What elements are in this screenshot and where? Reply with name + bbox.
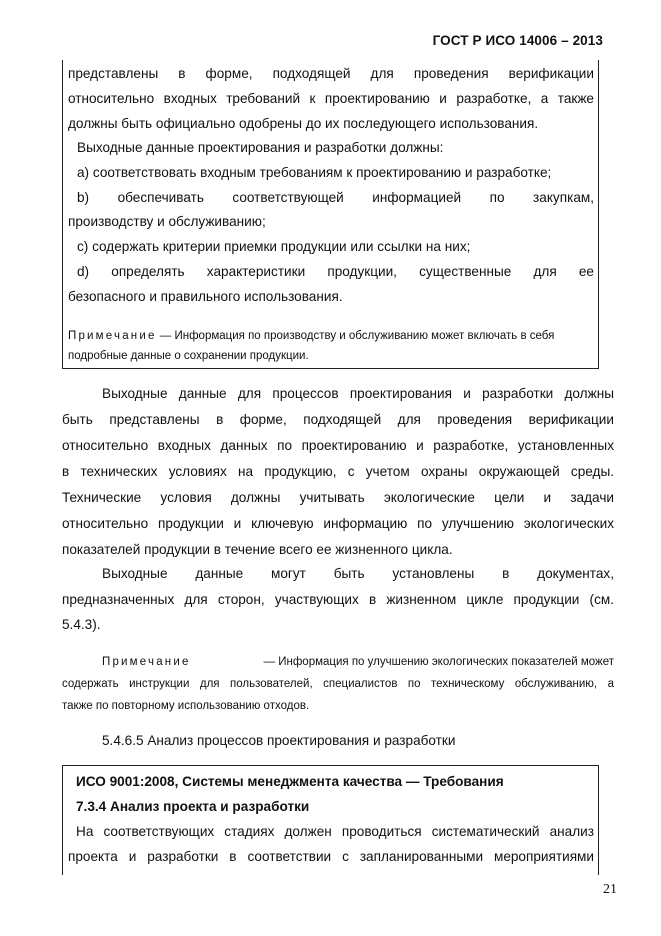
box1-list-item-b: b) обеспечивать соответствующей информацией по закупкам, <box>77 190 594 205</box>
box1-note <box>68 330 554 342</box>
note-label: Примечание <box>102 656 191 668</box>
section-heading: 5.4.6.5 Анализ процессов проектирования и разработки <box>102 733 456 748</box>
box1-line: представлены в форме, подходящей для проведения верификации <box>68 66 594 81</box>
box1-line: безопасного и правильного использования. <box>68 289 343 304</box>
paragraph-line: показателей продукции в течение всего ее жизненного цикла. <box>62 542 453 557</box>
box1-note-line2: подробные данные о сохранении продукции. <box>68 350 309 362</box>
box2-title: ИСО 9001:2008, Системы менеджмента качества — Требования <box>76 774 504 789</box>
box1-line: Выходные данные проектирования и разработки должны: <box>77 140 444 155</box>
box1-list-item-c: c) содержать критерии приемки продукции или ссылки на них; <box>77 239 471 254</box>
paragraph-line: относительно продукции и ключевую информацию по улучшению экологических <box>62 516 614 531</box>
paragraph-line: Выходные данные для процессов проектирования и разработки должны <box>102 386 614 401</box>
box2-line: На соответствующих стадиях должен проводиться систематический анализ <box>76 824 594 839</box>
box1-line: относительно входных требований к проектированию и разработке, а также <box>68 91 594 106</box>
paragraph-line: Технические условия должны учитывать экологические цели и задачи <box>62 490 614 505</box>
page-number: 21 <box>603 882 617 897</box>
box1-list-item-d: d) определять характеристики продукции, существенные для ее <box>77 264 594 279</box>
document-header: ГОСТ Р ИСО 14006 – 2013 <box>432 33 603 48</box>
note-label: Примечание <box>68 330 157 342</box>
box1-line: должны быть официально одобрены до их последующего использования. <box>68 116 539 131</box>
box1-list-item-a: a) соответствовать входным требованиям к проектированию и разработке; <box>77 165 552 180</box>
note-text: — Информация по улучшению экологических показателей может <box>263 656 614 668</box>
box2-line: проекта и разработки в соответствии с запланированными мероприятиями <box>68 849 594 864</box>
paragraph-line: 5.4.3). <box>62 617 101 632</box>
body-note-line2: содержать инструкции для пользователей, специалистов по техническому обслуживанию, а <box>62 678 614 690</box>
body-note <box>102 656 614 668</box>
box2-subtitle: 7.3.4 Анализ проекта и разработки <box>76 799 310 814</box>
paragraph-line: в технических условиях на продукцию, с учетом охраны окружающей среды. <box>62 464 614 479</box>
body-note-line3: также по повторному использованию отходов. <box>62 700 310 712</box>
paragraph-line: быть представлены в форме, подходящей для проведения верификации <box>62 412 614 427</box>
note-text: — Информация по производству и обслуживанию может включать в себя <box>159 330 555 342</box>
box1-line: производству и обслуживанию; <box>68 214 266 229</box>
paragraph-line: Выходные данные могут быть установлены в документах, <box>102 566 614 581</box>
paragraph-line: предназначенных для сторон, участвующих в жизненном цикле продукции (см. <box>62 592 614 607</box>
paragraph-line: относительно входных данных по проектированию и разработке, установленных <box>62 438 614 453</box>
iso-quote-box-bottom <box>62 765 599 875</box>
iso-quote-box-top <box>62 60 599 369</box>
